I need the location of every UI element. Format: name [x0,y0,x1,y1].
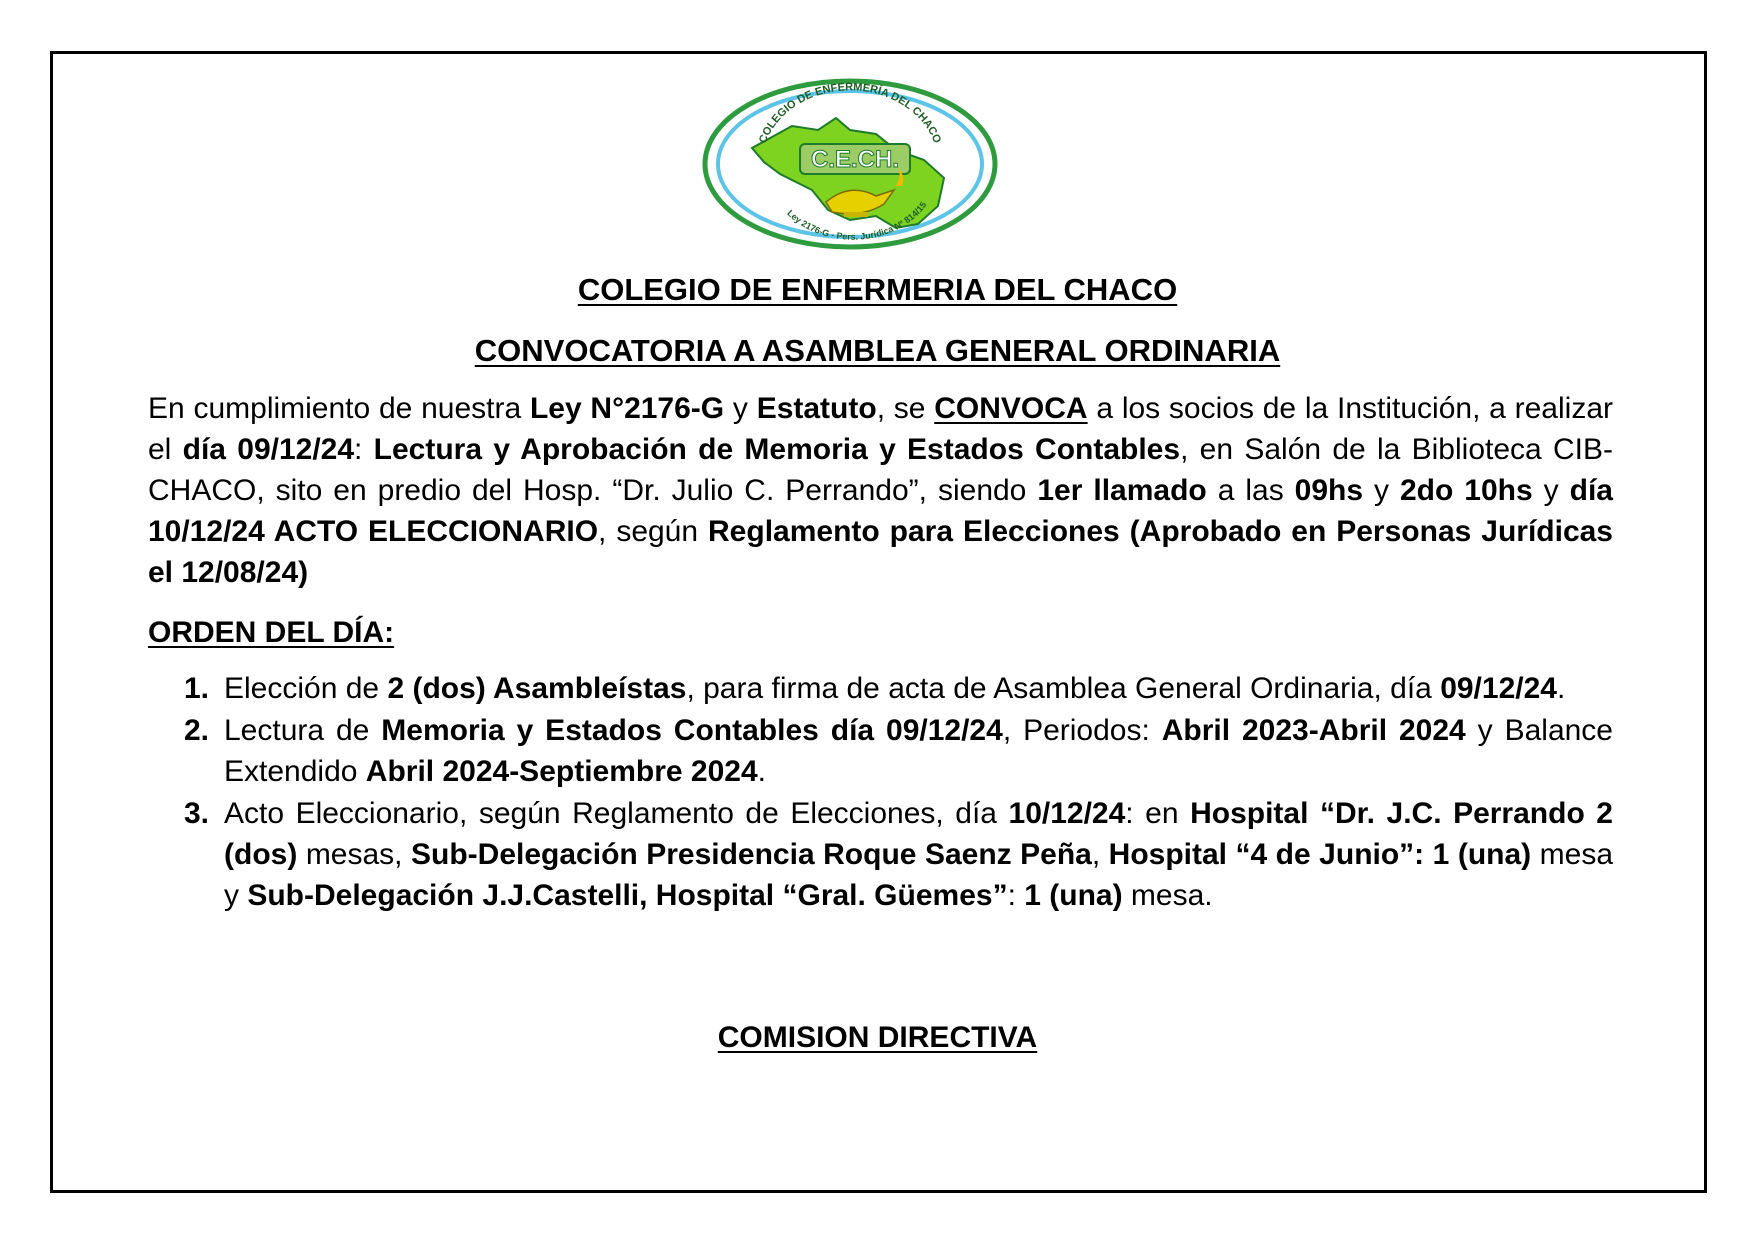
page-title [0,270,1755,310]
agenda-item-bold: Hospital “4 de Junio”: 1 (una) [1108,838,1532,871]
agenda-item-bold: Abril 2023-Abril 2024 [1161,714,1466,747]
agenda-item-text: . [1556,672,1566,705]
intro-text: , en Salón de la Biblioteca CIB-CHACO, sito en predio del Hosp. “Dr. Julio C. Perrando”, siendo [148,433,1613,507]
agenda-item-text: mesas, [297,838,412,871]
signature-text: COMISION DIRECTIVA [717,1021,1038,1054]
intro-convoca: CONVOCA [934,392,1088,425]
agenda-item-bold: 09/12/24 [1440,672,1557,705]
page-title-text: COLEGIO DE ENFERMERIA DEL CHACO [577,272,1178,307]
intro-text: y [1532,474,1570,507]
agenda-item [184,793,1614,916]
page-subtitle [0,331,1755,371]
agenda-item-bold: 1 (una) [1024,879,1123,912]
agenda-item-bold: Memoria y Estados Contables día 09/12/24 [381,714,1003,747]
intro-text: y [1363,474,1400,507]
intro-text: a los socios de la Institución, a realizar el [148,392,1613,466]
signature-block [0,1018,1755,1058]
intro-text: : [354,433,374,466]
agenda-item-bold: Sub-Delegación J.J.Castelli, Hospital “Gral. Güemes” [247,879,1008,912]
agenda-item-text: Lectura de [224,714,382,747]
logo-legal-text: Ley 2176-G - Pers. Jurídica Nº 814/15 [785,199,929,242]
intro-first-time: 09hs [1294,474,1364,507]
agenda-item-text: y Balance Extendido [224,714,1613,788]
agenda-list [184,668,1614,917]
agenda-item-bold: 2 (dos) Asambleístas [387,672,687,705]
orden-heading [148,613,394,653]
agenda-item-text: mesa. [1122,879,1213,912]
agenda-item-bold: Abril 2024-Septiembre 2024 [365,755,758,788]
intro-text: y [724,392,757,425]
logo-initials: C.E.CH. [810,146,900,173]
agenda-item [184,710,1613,792]
cech-logo [700,78,1000,258]
intro-date: día 09/12/24 [182,433,355,466]
intro-second-call: 2do 10hs [1400,474,1533,507]
agenda-item-number: 3. [184,797,210,830]
intro-statute: Estatuto [756,392,877,425]
orden-heading-text: ORDEN DEL DÍA: [148,616,395,649]
agenda-item-bold: Sub-Delegación Presidencia Roque Saenz Peña [411,838,1092,871]
page-subtitle-text: CONVOCATORIA A ASAMBLEA GENERAL ORDINARIA [474,333,1281,368]
intro-text: , se [876,392,935,425]
intro-law: Ley N°2176-G [529,392,725,425]
agenda-item-bold: Hospital “Dr. J.C. Perrando 2 (dos) [224,797,1613,871]
intro-text: a las [1206,474,1295,507]
intro-regulation: Reglamento para Elecciones (Aprobado en Personas Jurídicas el 12/08/24) [148,515,1613,589]
agenda-item-text: , Periodos: [1002,714,1162,747]
agenda-item [184,668,1613,709]
agenda-item-text: , para firma de acta de Asamblea General Ordinaria, día [686,672,1441,705]
logo-arc-text: COLEGIO DE ENFERMERÍA DEL CHACO [756,81,944,145]
intro-election-date: día 10/12/24 ACTO ELECCIONARIO [148,474,1613,548]
intro-first-call: 1er llamado [1037,474,1207,507]
intro-text: , según [598,515,709,548]
agenda-item-number: 1. [184,672,210,705]
agenda-item-text: : [1007,879,1025,912]
agenda-item-number: 2. [184,714,210,747]
agenda-item-text: . [757,755,766,788]
intro-paragraph [148,388,1613,593]
intro-agenda-topic: Lectura y Aprobación de Memoria y Estados Contables [373,433,1181,466]
agenda-item-text: mesa y [224,838,1614,912]
agenda-item-text: Elección de [224,672,388,705]
agenda-item-text: , [1091,838,1109,871]
agenda-item-text: Acto Eleccionario, según Reglamento de Elecciones, día [224,797,1009,830]
agenda-item-bold: 10/12/24 [1008,797,1126,830]
intro-text: En cumplimiento de nuestra [148,392,530,425]
agenda-item-text: : en [1125,797,1191,830]
